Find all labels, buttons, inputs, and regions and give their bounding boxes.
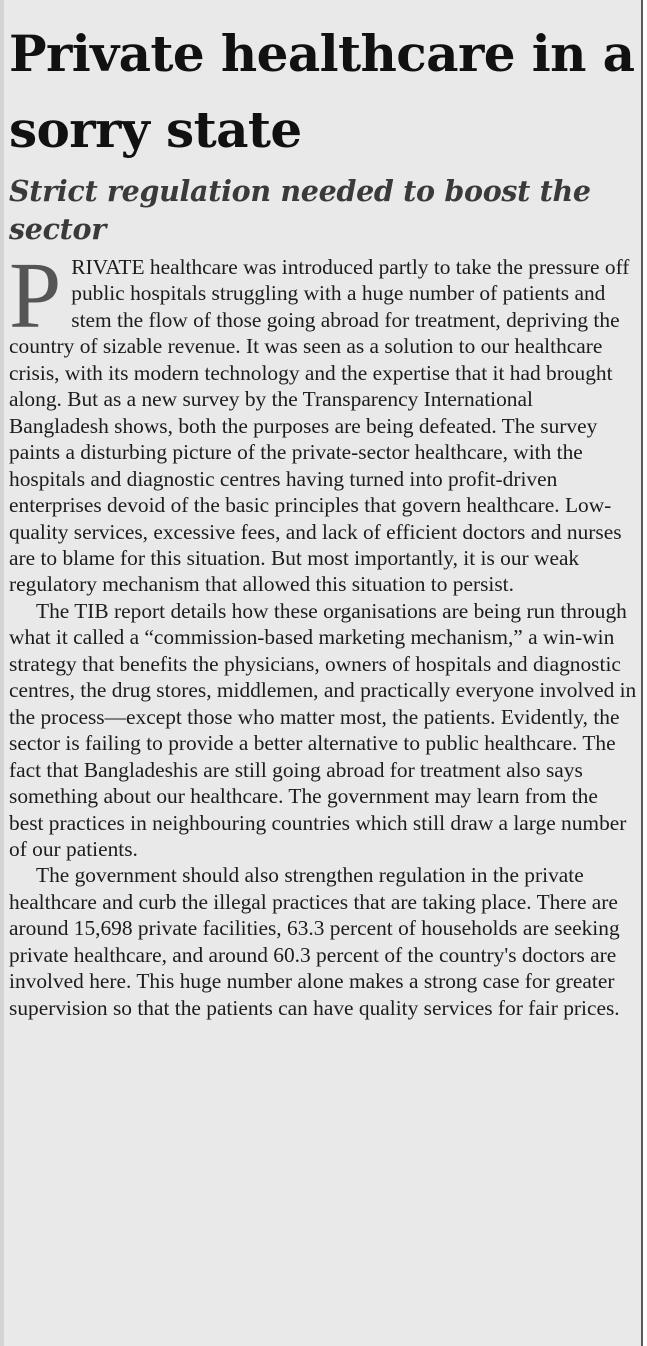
article-body [9,244,637,1021]
paragraph-2: The TIB report details how these organisations are being run through what it called a “commission-based marketing mechanism,” a win-win strategy that benefits the physicians, owners of hospitals and diagnostic centres, the drug stores, middlemen, and practically everyone involved in the process—except those who matter most, the patients. Evidently, the sector is failing to provide a better alternative to public healthcare. The fact that Bangladeshis are still going abroad for treatment also says something about our healthcare. The government may learn from the best practices in neighbouring countries which still draw a large number of our patients. [9,598,637,861]
page-edge-shadow [0,0,4,1346]
headline: Private healthcare in a sorry state [9,24,635,159]
subheadline: Strict regulation needed to boost the sector [9,174,591,246]
paragraph-3: The government should also strengthen regulation in the private healthcare and curb the illegal practices that are taking place. There are around 15,698 private facilities, 63.3 percent of households are seeking private healthcare, and around 60.3 percent of the country's doctors are involved here. This huge number alone makes a strong case for greater supervision so that the patients can have quality services for fair prices. [9,863,620,1020]
paragraph-1-text: RIVATE healthcare was introduced partly to take the pressure off public hospitals struggling with a huge number of patients and stem the flow of those going abroad for treatment, depriving the country of sizable revenue. It was seen as a solution to our healthcare crisis, with its modern technology and the expertise that it had brought along. But as a new survey by the Transparency International Bangladesh shows, both the purposes are being defeated. The survey paints a disturbing picture of the private-sector healthcare, with the hospitals and diagnostic centres having turned into profit-driven enterprises devoid of the basic principles that govern healthcare. Low-quality services, excessive fees, and lack of efficient doctors and nurses are to blame for this situation. But most importantly, it is our weak regulatory mechanism that allowed this situation to persist. [9,255,630,597]
drop-cap: P [9,244,62,348]
paragraph-1 [9,244,637,598]
editorial-article [9,16,637,1021]
